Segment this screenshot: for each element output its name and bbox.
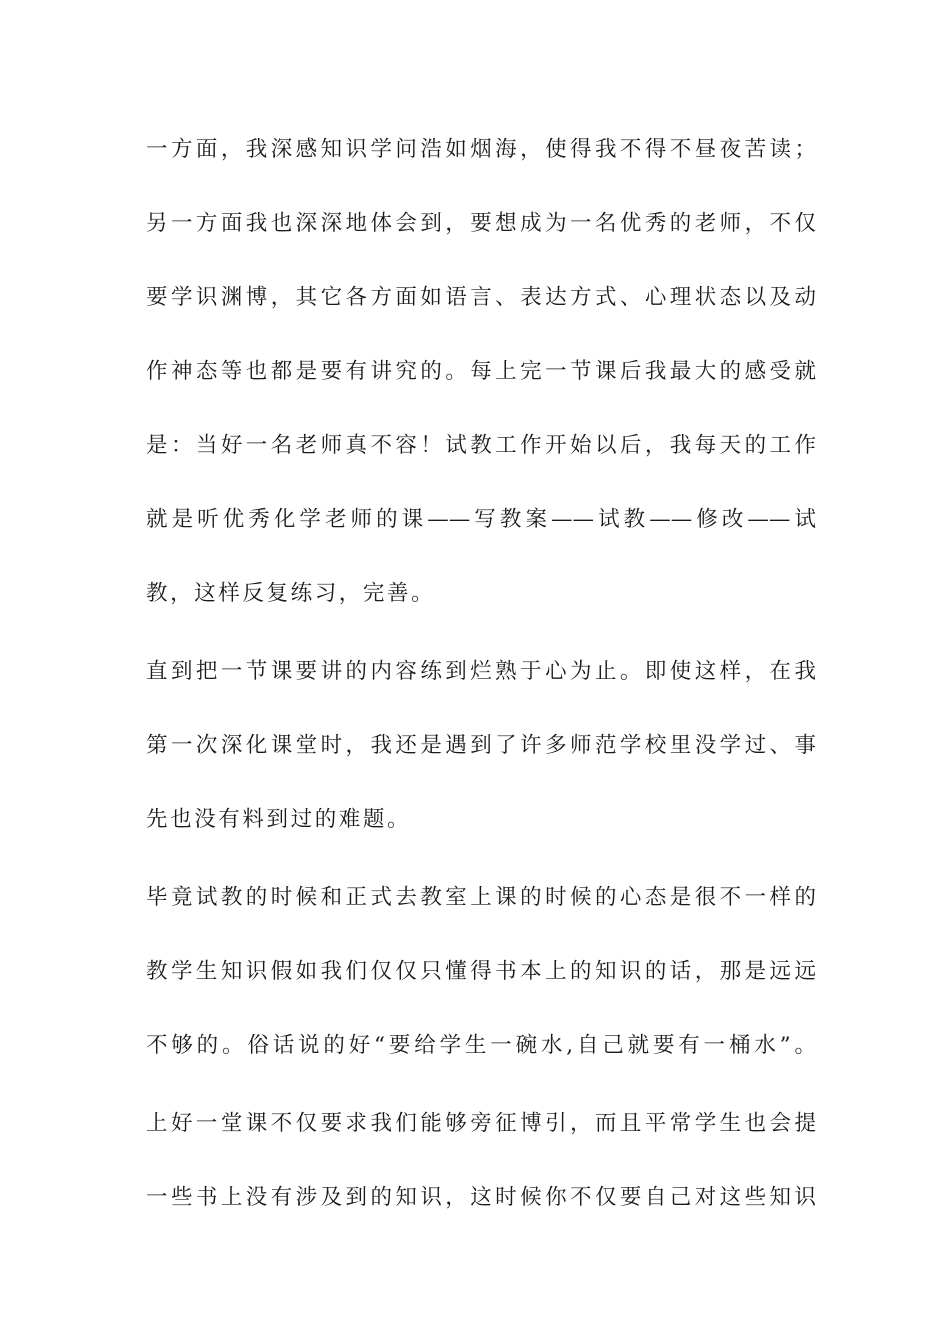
text-line: 教学生知识假如我们仅仅只懂得书本上的知识的话，那是远远 bbox=[146, 959, 816, 984]
text-line: 一方面，我深感知识学问浩如烟海，使得我不得不昼夜苦读； bbox=[146, 137, 816, 162]
text-line: 要学识渊博，其它各方面如语言、表达方式、心理状态以及动 bbox=[146, 285, 816, 310]
text-line: 不够的。俗话说的好“要给学生一碗水,自己就要有一桶水”。 bbox=[146, 1033, 816, 1058]
text-line: 先也没有料到过的难题。 bbox=[146, 807, 412, 832]
text-line: 直到把一节课要讲的内容练到烂熟于心为止。即使这样，在我 bbox=[146, 659, 816, 684]
text-line: 教，这样反复练习，完善。 bbox=[146, 581, 436, 606]
text-line: 就是听优秀化学老师的课——写教案——试教——修改——试 bbox=[146, 507, 816, 532]
text-line: 上好一堂课不仅要求我们能够旁征博引，而且平常学生也会提 bbox=[146, 1111, 816, 1136]
text-line: 第一次深化课堂时，我还是遇到了许多师范学校里没学过、事 bbox=[146, 733, 816, 758]
text-line: 一些书上没有涉及到的知识，这时候你不仅要自己对这些知识 bbox=[146, 1185, 816, 1210]
text-line: 作神态等也都是要有讲究的。每上完一节课后我最大的感受就 bbox=[146, 359, 816, 384]
text-line: 是：当好一名老师真不容！试教工作开始以后，我每天的工作 bbox=[146, 433, 816, 458]
text-line: 另一方面我也深深地体会到，要想成为一名优秀的老师，不仅 bbox=[146, 211, 816, 236]
text-line: 毕竟试教的时候和正式去教室上课的时候的心态是很不一样的 bbox=[146, 885, 816, 910]
